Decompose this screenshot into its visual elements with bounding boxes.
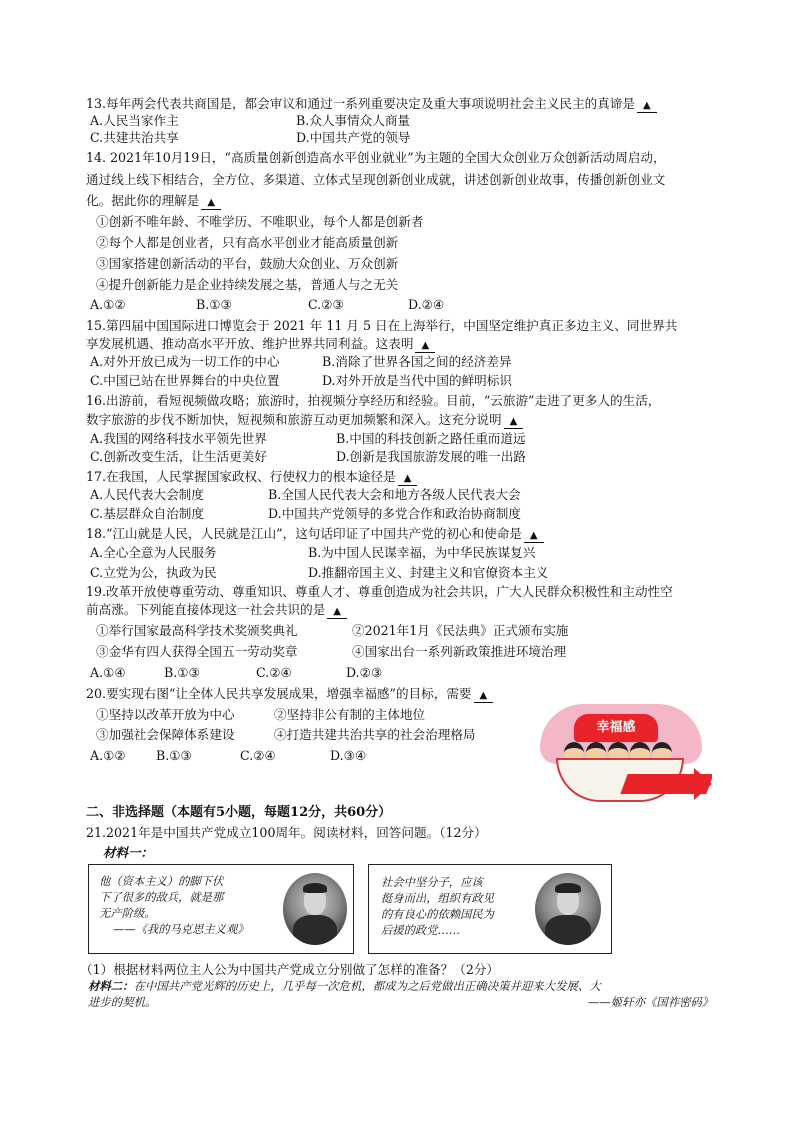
q15-option-c: C.中国已站在世界舞台的中央位置 <box>90 373 280 388</box>
q13-option-d: D.中国共产党的领导 <box>296 130 411 145</box>
answer-blank: ▲ <box>474 690 494 703</box>
q14-option-a: A.①② <box>90 297 126 312</box>
material-2-line: 材料二：在中国共产党光辉的历史上，几乎每一次危机，都成为之后党做出正确决策并迎来大发展、大 <box>88 979 601 993</box>
q19-stem-line: 19.改革开放使尊重劳动、尊重知识、尊重人才、尊重创造成为社会共识，广大人民群众积极性和主动性空 <box>86 584 673 599</box>
material-1-box-right <box>368 864 612 954</box>
q14-stem-line: 14. 2021年10月19日，“高质量创新创造高水平创业就业”为主题的全国大众创业万众创新活动周启动， <box>86 150 666 165</box>
q17-option-b: B.全国人民代表大会和地方各级人民代表大会 <box>268 487 521 502</box>
q15-option-b: B.消除了世界各国之间的经济差异 <box>322 354 512 369</box>
q14-stem-line: 通过线上线下相结合，全方位、多渠道、立体式呈现创新创业成就，讲述创新创业故事，传播创新创业文 <box>86 172 666 187</box>
q15-option-a: A.对外开放已成为一切工作的中心 <box>90 354 280 369</box>
q13-stem: 13.每年两会代表共商国是，都会审议和通过一系列重要决定及重大事项说明社会主义民主的真谛是 ▲ <box>86 94 726 113</box>
q18-option-b: B.为中国人民谋幸福，为中华民族谋复兴 <box>308 545 536 560</box>
q19-option-d: D.②③ <box>346 665 383 680</box>
q14-option-c: C.②③ <box>308 297 344 312</box>
q13-option-a: A.人民当家作主 <box>90 113 179 128</box>
q20-item: ④打造共建共治共享的社会治理格局 <box>274 727 476 742</box>
material-2-line: 进步的契机。 <box>88 995 157 1009</box>
q14-item: ③国家搭建创新活动的平台，鼓励大众创业、万众创新 <box>96 256 399 271</box>
q14-option-b: B.①③ <box>196 297 232 312</box>
q20-option-a: A.①② <box>90 748 126 763</box>
growth-arrow-tip <box>694 768 712 800</box>
q15-stem-line: 享发展机遇、推动高水平开放、维护世界共同利益。这表明 ▲ <box>86 334 726 353</box>
happiness-illustration <box>534 702 712 806</box>
q19-item: ②2021年1月《民法典》正式颁布实施 <box>352 623 569 638</box>
q16-stem-line: 16.出游前，看短视频做攻略；旅游时，拍视频分享经历和经验。目前，“云旅游”走进了更多人的生活， <box>86 393 661 408</box>
answer-blank: ▲ <box>504 416 524 429</box>
q19-item: ①举行国家最高科学技术奖颁奖典礼 <box>96 623 298 638</box>
q17-option-c: C.基层群众自治制度 <box>90 506 204 521</box>
material-2-label: 材料二： <box>88 979 134 993</box>
q16-stem-line: 数字旅游的步伐不断加快，短视频和旅游互动更加频繁和深入。这充分说明 ▲ <box>86 410 726 429</box>
q19-stem-line: 前高涨。下列能直接体现这一社会共识的是 ▲ <box>86 600 726 619</box>
q20-option-c: C.②④ <box>240 748 276 763</box>
q19-option-b: B.①③ <box>164 665 200 680</box>
q21-subquestion-1: （1）根据材料两位主人公为中国共产党成立分别做了怎样的准备？（2分） <box>80 962 500 977</box>
q19-item: ④国家出台一系列新政策推进环境治理 <box>352 644 567 659</box>
quote-line: 社会中坚分子，应该 <box>381 876 483 889</box>
portrait-photo <box>535 873 601 945</box>
q18-option-a: A.全心全意为人民服务 <box>90 545 217 560</box>
quote-line: 挺身而出，组织有政见 <box>381 892 494 905</box>
q15-stem-line: 15.第四届中国国际进口博览会于 2021 年 11 月 5 日在上海举行，中国坚定维护真正多边主义、同世界共 <box>86 318 678 333</box>
happiness-banner: 幸福感 <box>574 714 658 742</box>
q14-stem-line: 化。据此你的理解是 ▲ <box>86 191 726 210</box>
answer-blank: ▲ <box>327 606 347 619</box>
q20-item: ①坚持以改革开放为中心 <box>96 707 235 722</box>
q17-option-d: D.中国共产党领导的多党合作和政治协商制度 <box>268 506 521 521</box>
quote-line: 下了很多的敌兵，就是那 <box>99 891 224 904</box>
q20-item: ②坚持非公有制的主体地位 <box>274 707 426 722</box>
material-2-source: ——姬轩亦《国祚密码》 <box>588 995 714 1009</box>
answer-blank: ▲ <box>398 473 418 486</box>
quote-line: 的有良心的依赖国民为 <box>381 908 494 921</box>
q13-option-b: B.众人事情众人商量 <box>296 113 411 128</box>
q16-option-d: D.创新是我国旅游发展的唯一出路 <box>336 449 526 464</box>
q13-option-c: C.共建共治共享 <box>90 130 179 145</box>
q16-option-c: C.创新改变生活，让生活更美好 <box>90 449 267 464</box>
q14-item: ①创新不唯年龄、不唯学历、不唯职业，每个人都是创新者 <box>96 214 424 229</box>
q20-option-b: B.①③ <box>156 748 192 763</box>
q18-option-d: D.推翻帝国主义、封建主义和官僚资本主义 <box>308 565 549 580</box>
material-1-box-left <box>88 864 354 954</box>
portrait-photo <box>283 873 347 945</box>
quote-line: 后援的政党…… <box>381 924 461 937</box>
quote-line: 他（资本主义）的脚下伏 <box>99 875 224 888</box>
q16-option-a: A.我国的网络科技水平领先世界 <box>90 431 267 446</box>
quote-source: ——《我的马克思主义观》 <box>113 923 249 936</box>
q20-stem: 20.要实现右图“让全体人民共享发展成果，增强幸福感”的目标，需要 ▲ <box>86 684 556 703</box>
q19-option-c: C.②④ <box>256 665 292 680</box>
q16-option-b: B.中国的科技创新之路任重而道远 <box>336 431 526 446</box>
q17-option-a: A.人民代表大会制度 <box>90 487 204 502</box>
q20-option-d: D.③④ <box>330 748 367 763</box>
q18-option-c: C.立党为公，执政为民 <box>90 565 217 580</box>
q15-option-d: D.对外开放是当代中国的鲜明标识 <box>322 373 512 388</box>
q14-option-d: D.②④ <box>408 297 445 312</box>
q20-item: ③加强社会保障体系建设 <box>96 727 235 742</box>
q21-stem: 21.2021年是中国共产党成立100周年。阅读材料，回答问题。（12分） <box>86 825 487 840</box>
q18-stem: 18.“江山就是人民，人民就是江山”，这句话印证了中国共产党的初心和使命是 ▲ <box>86 524 726 543</box>
answer-blank: ▲ <box>524 530 544 543</box>
answer-blank: ▲ <box>201 197 221 210</box>
q17-stem: 17.在我国，人民掌握国家政权、行使权力的根本途径是 ▲ <box>86 467 726 486</box>
q19-item: ③金华有四人获得全国五一劳动奖章 <box>96 644 298 659</box>
answer-blank: ▲ <box>415 340 435 353</box>
q19-option-a: A.①④ <box>90 665 126 680</box>
material-1-label: 材料一： <box>103 845 154 860</box>
quote-line: 无产阶级。 <box>99 907 156 920</box>
q14-item: ②每个人都是创业者，只有高水平创业才能高质量创新 <box>96 235 399 250</box>
section-title: 二、非选择题（本题有5小题，每题12分，共60分） <box>86 805 392 820</box>
answer-blank: ▲ <box>637 100 657 113</box>
q14-item: ④提升创新能力是企业持续发展之基，普通人与之无关 <box>96 277 399 292</box>
